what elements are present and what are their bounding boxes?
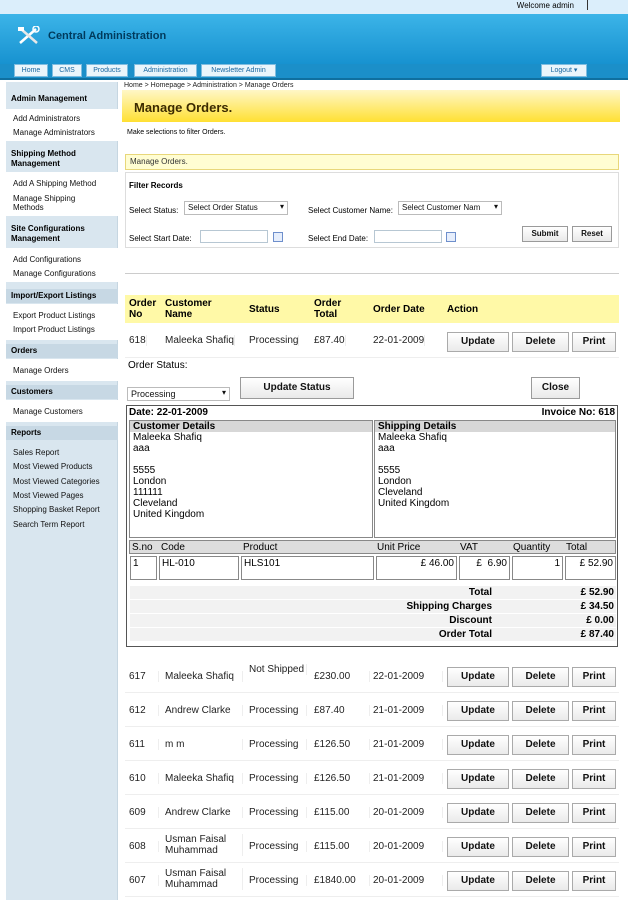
- print-button[interactable]: Print: [572, 803, 616, 823]
- order-total-row: [130, 628, 616, 641]
- tab-home[interactable]: Home: [14, 64, 48, 77]
- order-date: 20-01-2009: [373, 875, 443, 886]
- customer-label: Select Customer Name:: [308, 206, 393, 215]
- customer-details: [129, 420, 373, 538]
- orders-table-header: [125, 295, 619, 323]
- order-total: £115.00: [314, 841, 370, 852]
- order-status: Processing: [249, 841, 307, 852]
- sidebar-item-search-term-report[interactable]: Search Term Report: [13, 520, 85, 529]
- order-total-label: Order Total: [438, 629, 492, 640]
- total-label: Total: [468, 587, 492, 598]
- order-total: £1840.00: [314, 875, 370, 886]
- shipping-charges-value: £ 34.50: [580, 601, 614, 612]
- order-date: 22-01-2009: [373, 671, 443, 682]
- status-select[interactable]: Select Order Status ▾: [184, 201, 288, 215]
- sidebar-item-manage-orders[interactable]: Manage Orders: [13, 366, 69, 375]
- address-line: aaa: [133, 443, 150, 454]
- tab-products[interactable]: Products: [86, 64, 128, 77]
- customer-name: Andrew Clarke: [165, 705, 243, 716]
- update-button[interactable]: Update: [447, 803, 509, 823]
- item-vat: £ 6.90: [459, 556, 510, 580]
- sidebar-item-import-product-listings[interactable]: Import Product Listings: [13, 325, 95, 334]
- order-no: 612: [129, 705, 159, 716]
- reset-button[interactable]: Reset: [572, 226, 612, 242]
- order-date: 20-01-2009: [373, 807, 443, 818]
- order-total: £230.00: [314, 671, 370, 682]
- address-line: aaa: [378, 443, 395, 454]
- customer-name: Usman Faisal Muhammad: [165, 834, 243, 856]
- sidebar-item-most-viewed-categories[interactable]: Most Viewed Categories: [13, 477, 100, 486]
- customer-name: Maleeka Shafiq: [165, 773, 243, 784]
- col-quantity: Quantity: [513, 542, 551, 553]
- sidebar-item-shopping-basket-report[interactable]: Shopping Basket Report: [13, 505, 100, 514]
- order-total: £115.00: [314, 807, 370, 818]
- logout-button[interactable]: Logout ▾: [541, 64, 587, 77]
- address-line: Maleeka Shafiq: [378, 432, 447, 443]
- sidebar-item-manage-configurations[interactable]: Manage Configurations: [13, 269, 96, 278]
- close-button[interactable]: Close: [531, 377, 580, 399]
- shipping-details: [374, 420, 616, 538]
- discount-value: £ 0.00: [586, 615, 614, 626]
- delete-button[interactable]: Delete: [512, 332, 569, 352]
- sidebar-section-title: Customers: [6, 385, 118, 399]
- order-status: Processing: [249, 739, 307, 750]
- sidebar-item-most-viewed-products[interactable]: Most Viewed Products: [13, 462, 93, 471]
- table-row: [125, 763, 619, 795]
- divider: [587, 0, 588, 10]
- update-button[interactable]: Update: [447, 667, 509, 687]
- filter-panel: [125, 172, 619, 248]
- order-no: 618: [129, 335, 146, 346]
- order-total: £87.40: [314, 335, 345, 346]
- divider: [125, 273, 619, 274]
- order-date: 21-01-2009: [373, 705, 443, 716]
- sidebar-section-title: Orders: [6, 344, 118, 358]
- welcome-text: Welcome admin: [516, 1, 574, 10]
- update-button[interactable]: Update: [447, 332, 509, 352]
- delete-button[interactable]: Delete: [512, 667, 569, 687]
- sidebar-item-manage-administrators[interactable]: Manage Administrators: [13, 128, 95, 137]
- address-line: London: [133, 476, 167, 487]
- address-line: Cleveland: [378, 487, 423, 498]
- item-row: [129, 555, 616, 581]
- table-row: [125, 661, 619, 693]
- update-button[interactable]: Update: [447, 871, 509, 891]
- order-status: Processing: [249, 875, 307, 886]
- update-button[interactable]: Update: [447, 735, 509, 755]
- table-row: [125, 729, 619, 761]
- col-unit-price: Unit Price: [377, 542, 421, 553]
- col-order-total: Order Total: [314, 298, 342, 320]
- delete-button[interactable]: Delete: [512, 803, 569, 823]
- page-title: Manage Orders.: [134, 100, 233, 115]
- notice-bar: Manage Orders.: [125, 154, 619, 170]
- sidebar-section-title: Site Configurations Management: [11, 224, 85, 243]
- order-status: Processing: [249, 773, 307, 784]
- item-unit-price: £ 46.00: [376, 556, 457, 580]
- col-action: Action: [447, 304, 479, 315]
- table-row: [125, 326, 619, 358]
- order-status-select[interactable]: Processing ▾: [127, 387, 230, 401]
- address-line: London: [378, 476, 412, 487]
- invoice-panel: [126, 405, 618, 647]
- customer-select[interactable]: Select Customer Nam ▾: [398, 201, 502, 215]
- shipping-address: [375, 432, 615, 509]
- delete-button[interactable]: Delete: [512, 701, 569, 721]
- col-sno: S.no: [132, 542, 153, 553]
- sidebar: [6, 82, 118, 900]
- address-line: United Kingdom: [378, 498, 450, 509]
- col-total: Total: [566, 542, 588, 553]
- delete-button[interactable]: Delete: [512, 837, 569, 857]
- sidebar-item-add-shipping-method[interactable]: Add A Shipping Method: [13, 179, 97, 188]
- order-status: Processing: [249, 807, 307, 818]
- item-code: HL-010: [159, 556, 239, 580]
- order-no: 617: [129, 671, 159, 682]
- table-row: [125, 865, 619, 897]
- update-button[interactable]: Update: [447, 837, 509, 857]
- tools-icon: [17, 26, 41, 46]
- customer-name: Usman Faisal Muhammad: [165, 868, 243, 890]
- sidebar-item-add-administrators[interactable]: Add Administrators: [13, 114, 81, 123]
- customer-name: Maleeka Shafiq: [165, 671, 243, 682]
- order-no: 607: [129, 875, 159, 886]
- order-no: 610: [129, 773, 159, 784]
- print-button[interactable]: Print: [572, 837, 616, 857]
- tab-cms[interactable]: CMS: [52, 64, 82, 77]
- address-line: [378, 454, 612, 465]
- customer-name: Maleeka Shafiq: [165, 335, 234, 346]
- order-no: 609: [129, 807, 159, 818]
- order-no: 608: [129, 841, 159, 852]
- shipping-details-title: Shipping Details: [375, 421, 615, 432]
- order-status: Processing: [249, 335, 299, 346]
- order-date: 21-01-2009: [373, 739, 443, 750]
- col-status: Status: [249, 304, 280, 315]
- update-button[interactable]: Update: [447, 701, 509, 721]
- delete-button[interactable]: Delete: [512, 871, 569, 891]
- item-qty: 1: [512, 556, 563, 580]
- col-vat: VAT: [460, 542, 478, 553]
- delete-button[interactable]: Delete: [512, 735, 569, 755]
- sidebar-section-title: Admin Management: [11, 94, 88, 103]
- end-date-input[interactable]: [374, 230, 442, 243]
- tab-newsletter-admin[interactable]: Newsletter Admin: [201, 64, 276, 77]
- tab-administration[interactable]: Administration: [134, 64, 197, 77]
- main-nav: [0, 64, 628, 80]
- table-row: [125, 797, 619, 829]
- print-button[interactable]: Print: [572, 701, 616, 721]
- order-total-value: £ 87.40: [580, 629, 614, 640]
- calendar-icon[interactable]: [273, 232, 283, 242]
- update-status-button[interactable]: Update Status: [240, 377, 354, 399]
- shipping-charges-row: [130, 600, 616, 613]
- order-total: £126.50: [314, 739, 370, 750]
- items-header: [129, 540, 616, 554]
- filter-hint: Make selections to filter Orders.: [127, 129, 226, 136]
- sidebar-item-sales-report[interactable]: Sales Report: [13, 448, 60, 457]
- print-button[interactable]: Print: [572, 769, 616, 789]
- col-product: Product: [243, 542, 278, 553]
- update-button[interactable]: Update: [447, 769, 509, 789]
- sidebar-item-add-configurations[interactable]: Add Configurations: [13, 255, 82, 264]
- col-code: Code: [161, 542, 185, 553]
- order-date: 22-01-2009: [373, 335, 425, 346]
- customer-details-title: Customer Details: [130, 421, 372, 432]
- customer-name: Andrew Clarke: [165, 807, 243, 818]
- print-button[interactable]: Print: [572, 735, 616, 755]
- order-status-label: Order Status:: [128, 360, 188, 371]
- item-product: HLS101: [241, 556, 374, 580]
- table-row: [125, 695, 619, 727]
- start-date-label: Select Start Date:: [129, 234, 192, 243]
- address-line: 5555: [133, 465, 156, 476]
- col-order-date: Order Date: [373, 304, 425, 315]
- address-line: [133, 454, 369, 465]
- order-no: 611: [129, 739, 159, 750]
- status-label: Select Status:: [129, 206, 179, 215]
- print-button[interactable]: Print: [572, 871, 616, 891]
- customer-name: m m: [165, 739, 243, 750]
- print-button[interactable]: Print: [572, 667, 616, 687]
- invoice-number: Invoice No: 618: [541, 407, 615, 418]
- sidebar-section-title: Import/Export Listings: [6, 289, 118, 303]
- shipping-charges-label: Shipping Charges: [406, 601, 492, 612]
- address-line: 5555: [378, 465, 401, 476]
- item-total: £ 52.90: [565, 556, 616, 580]
- submit-button[interactable]: Submit: [522, 226, 568, 242]
- order-total: £126.50: [314, 773, 370, 784]
- customer-address: [130, 432, 372, 520]
- delete-button[interactable]: Delete: [512, 769, 569, 789]
- sidebar-section-title: Reports: [6, 426, 118, 440]
- table-row: [125, 831, 619, 863]
- header: [0, 14, 628, 64]
- discount-row: [130, 614, 616, 627]
- sidebar-item-manage-shipping-methods[interactable]: Manage Shipping Methods: [13, 194, 76, 212]
- total-row: [130, 586, 616, 599]
- address-line: 111111: [133, 487, 163, 498]
- invoice-date: Date: 22-01-2009: [129, 407, 208, 418]
- calendar-icon[interactable]: [446, 232, 456, 242]
- order-status: Processing: [249, 705, 307, 716]
- print-button[interactable]: Print: [572, 332, 616, 352]
- address-line: United Kingdom: [133, 509, 205, 520]
- sidebar-item-manage-customers[interactable]: Manage Customers: [13, 407, 83, 416]
- breadcrumb: Home > Homepage > Administration > Manage Orders: [124, 82, 294, 89]
- col-order-no: Order No: [129, 298, 157, 320]
- order-date: 21-01-2009: [373, 773, 443, 784]
- start-date-input[interactable]: [200, 230, 268, 243]
- end-date-label: Select End Date:: [308, 234, 369, 243]
- app-title: Central Administration: [48, 30, 167, 42]
- top-bar: [0, 0, 628, 14]
- filter-heading: Filter Records: [129, 181, 183, 190]
- total-value: £ 52.90: [580, 587, 614, 598]
- discount-label: Discount: [449, 615, 492, 626]
- sidebar-item-most-viewed-pages[interactable]: Most Viewed Pages: [13, 491, 84, 500]
- sidebar-section-body: [6, 304, 118, 340]
- address-line: Maleeka Shafiq: [133, 432, 202, 443]
- order-date: 20-01-2009: [373, 841, 443, 852]
- sidebar-section-title: Shipping Method Management: [11, 149, 76, 168]
- sidebar-item-export-product-listings[interactable]: Export Product Listings: [13, 311, 96, 320]
- address-line: Cleveland: [133, 498, 178, 509]
- col-customer-name: Customer Name: [165, 298, 212, 320]
- order-total: £87.40: [314, 705, 370, 716]
- item-sno: 1: [130, 556, 157, 580]
- order-status: Not Shipped: [249, 664, 307, 675]
